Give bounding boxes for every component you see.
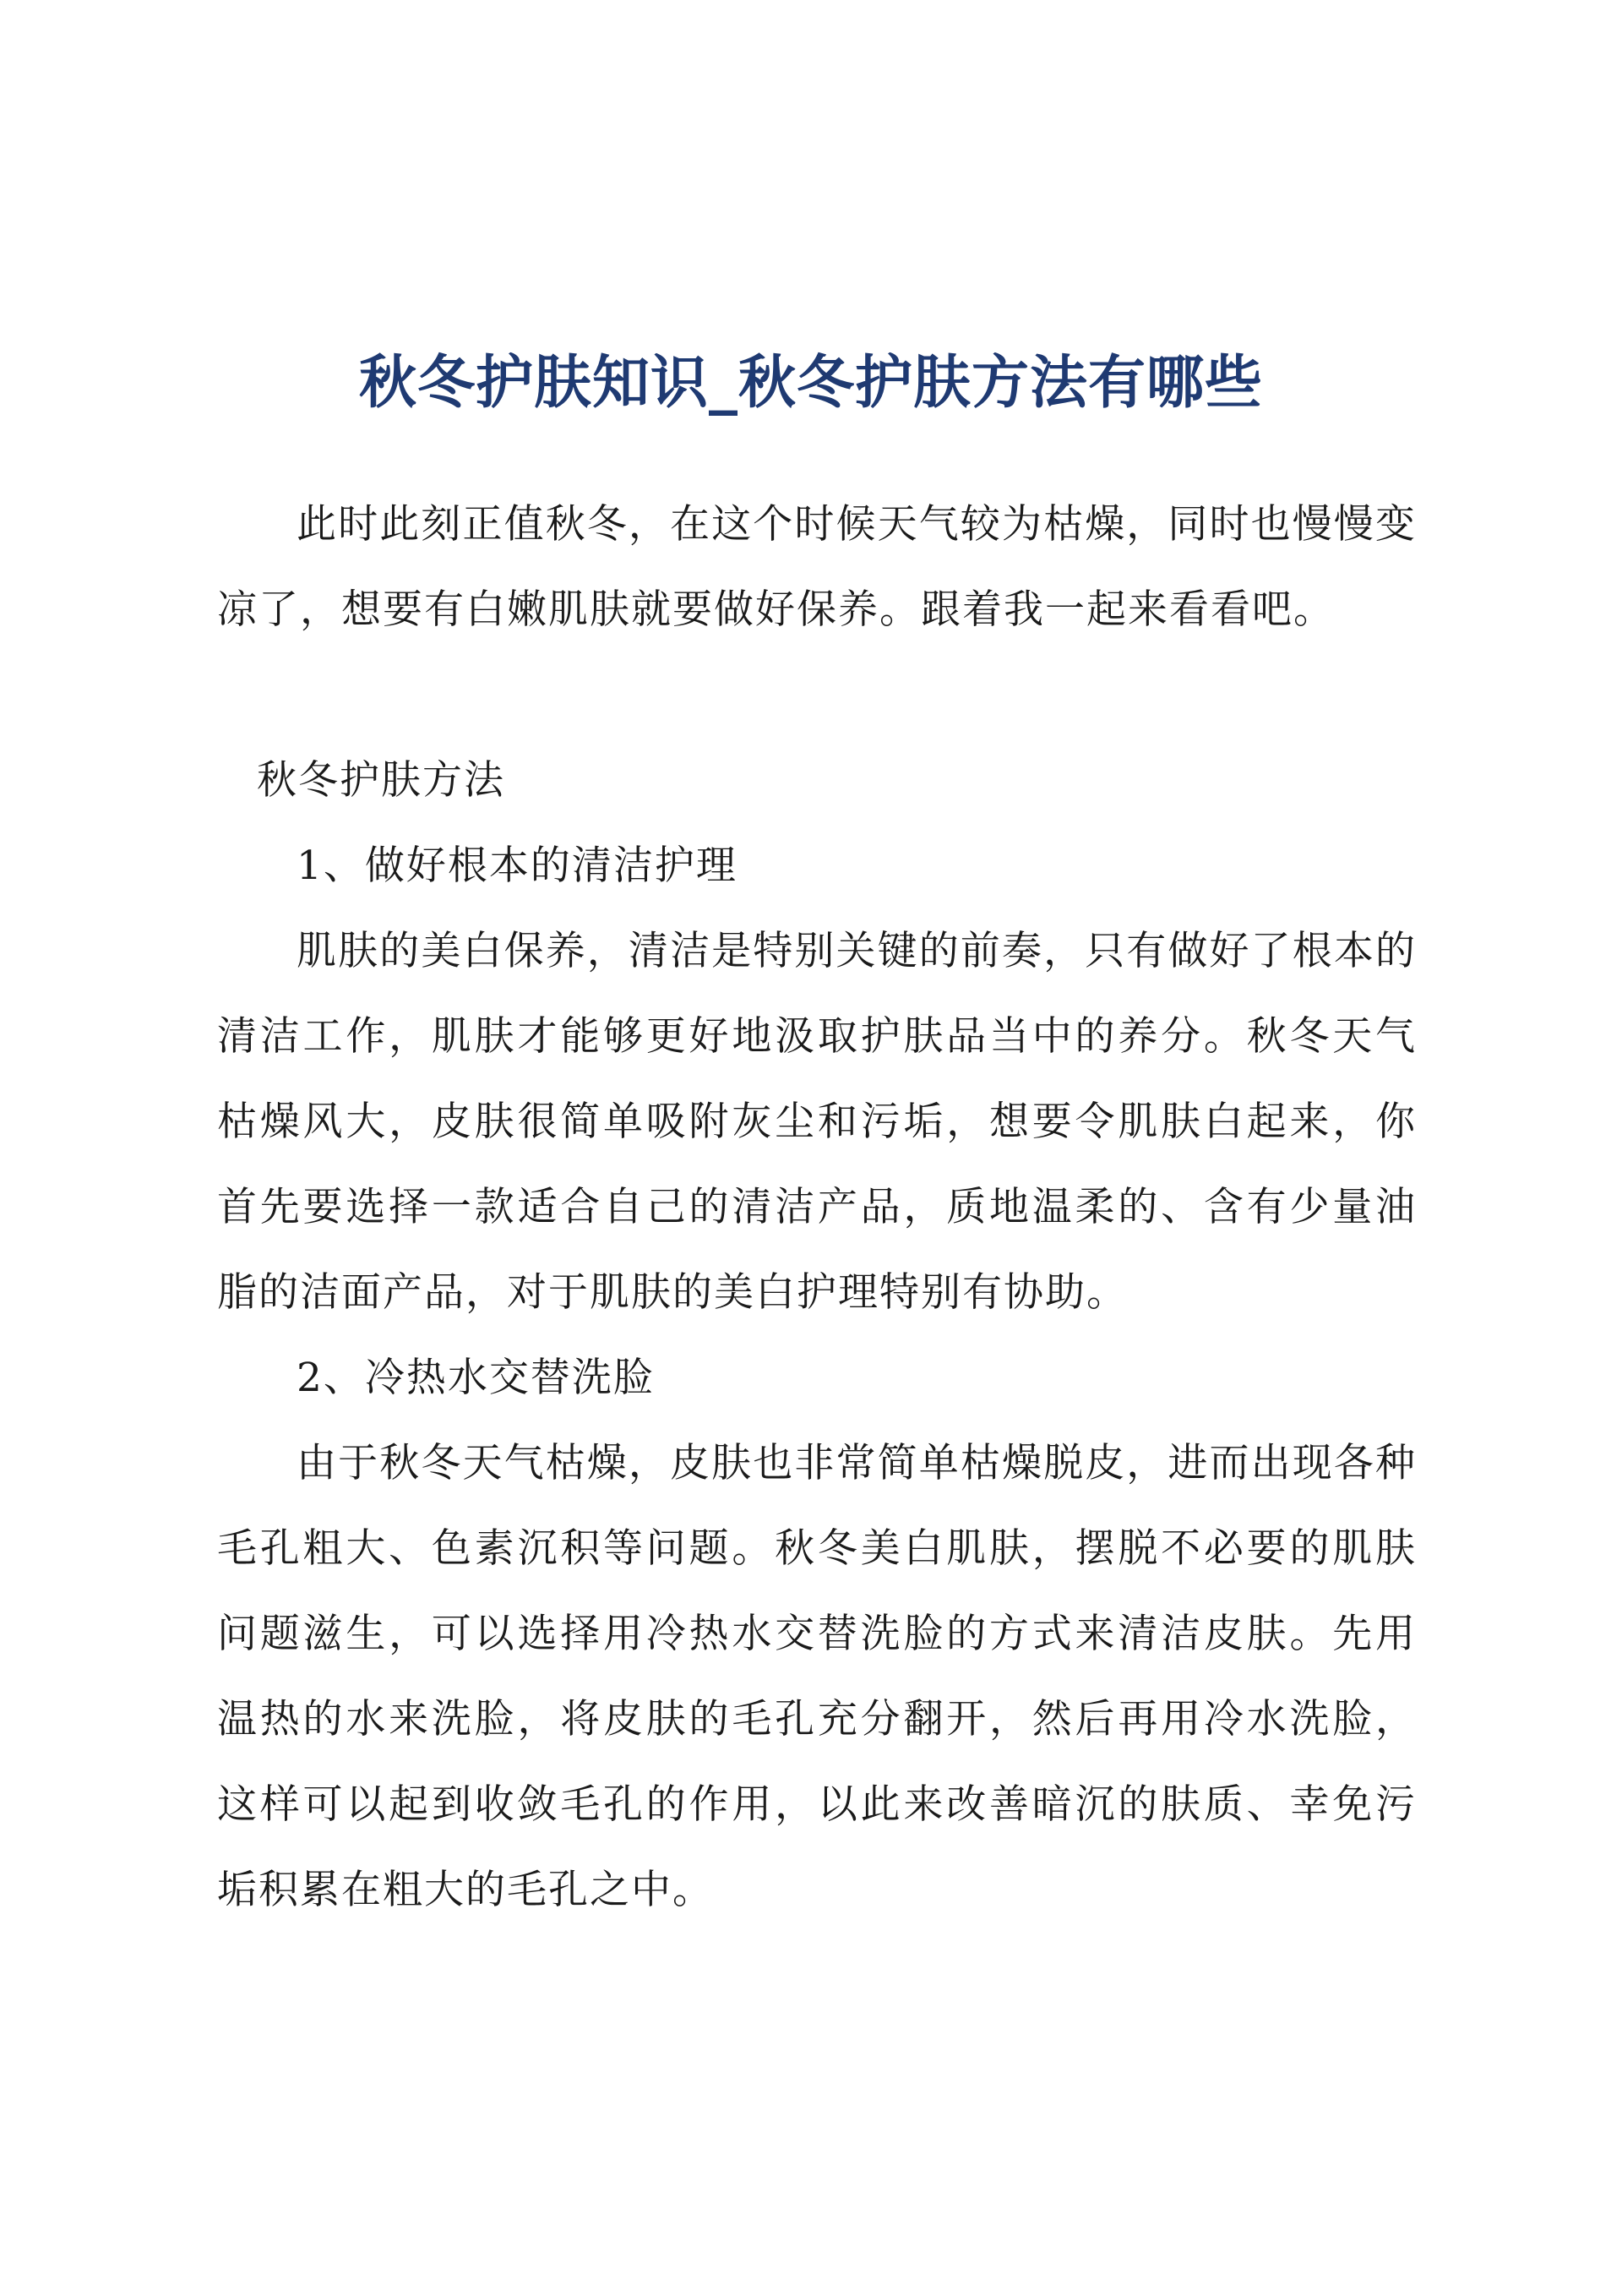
intro-paragraph: 此时此刻正值秋冬，在这个时候天气较为枯燥，同时也慢慢变凉了，想要有白嫩肌肤就要做好保养。跟着我一起来看看吧。: [217, 501, 1417, 633]
item-1-paragraph: 肌肤的美白保养，清洁是特别关键的前奏，只有做好了根本的清洁工作，肌肤才能够更好地汲取护肤品当中的养分。秋冬天气枯燥风大，皮肤很简单吸附灰尘和污垢，想要令肌肤白起来，你首先要选择一款适合自己的清洁产品，质地温柔的、含有少量油脂的洁面产品，对于肌肤的美白护理特别有协助。: [217, 928, 1417, 1316]
document-body: [217, 482, 1417, 1933]
item-2-paragraph: 由于秋冬天气枯燥，皮肤也非常简单枯燥脱皮，进而出现各种毛孔粗大、色素沉积等问题。秋冬美白肌肤，摆脱不必要的肌肤问题滋生，可以选择用冷热水交替洗脸的方式来清洁皮肤。先用温热的水来洗脸，将皮肤的毛孔充分翻开，然后再用冷水洗脸，这样可以起到收敛毛孔的作用，以此来改善暗沉的肤质、幸免污垢积累在粗大的毛孔之中。: [217, 1440, 1417, 1913]
document-title: 秋冬护肤知识_秋冬护肤方法有哪些: [358, 349, 1263, 417]
item-1-heading: 1、做好根本的清洁护理: [297, 843, 738, 889]
item-2-heading: 2、冷热水交替洗脸: [297, 1355, 655, 1401]
paragraph-spacer: [217, 652, 1417, 738]
section-heading: 秋冬护肤方法: [257, 757, 505, 804]
